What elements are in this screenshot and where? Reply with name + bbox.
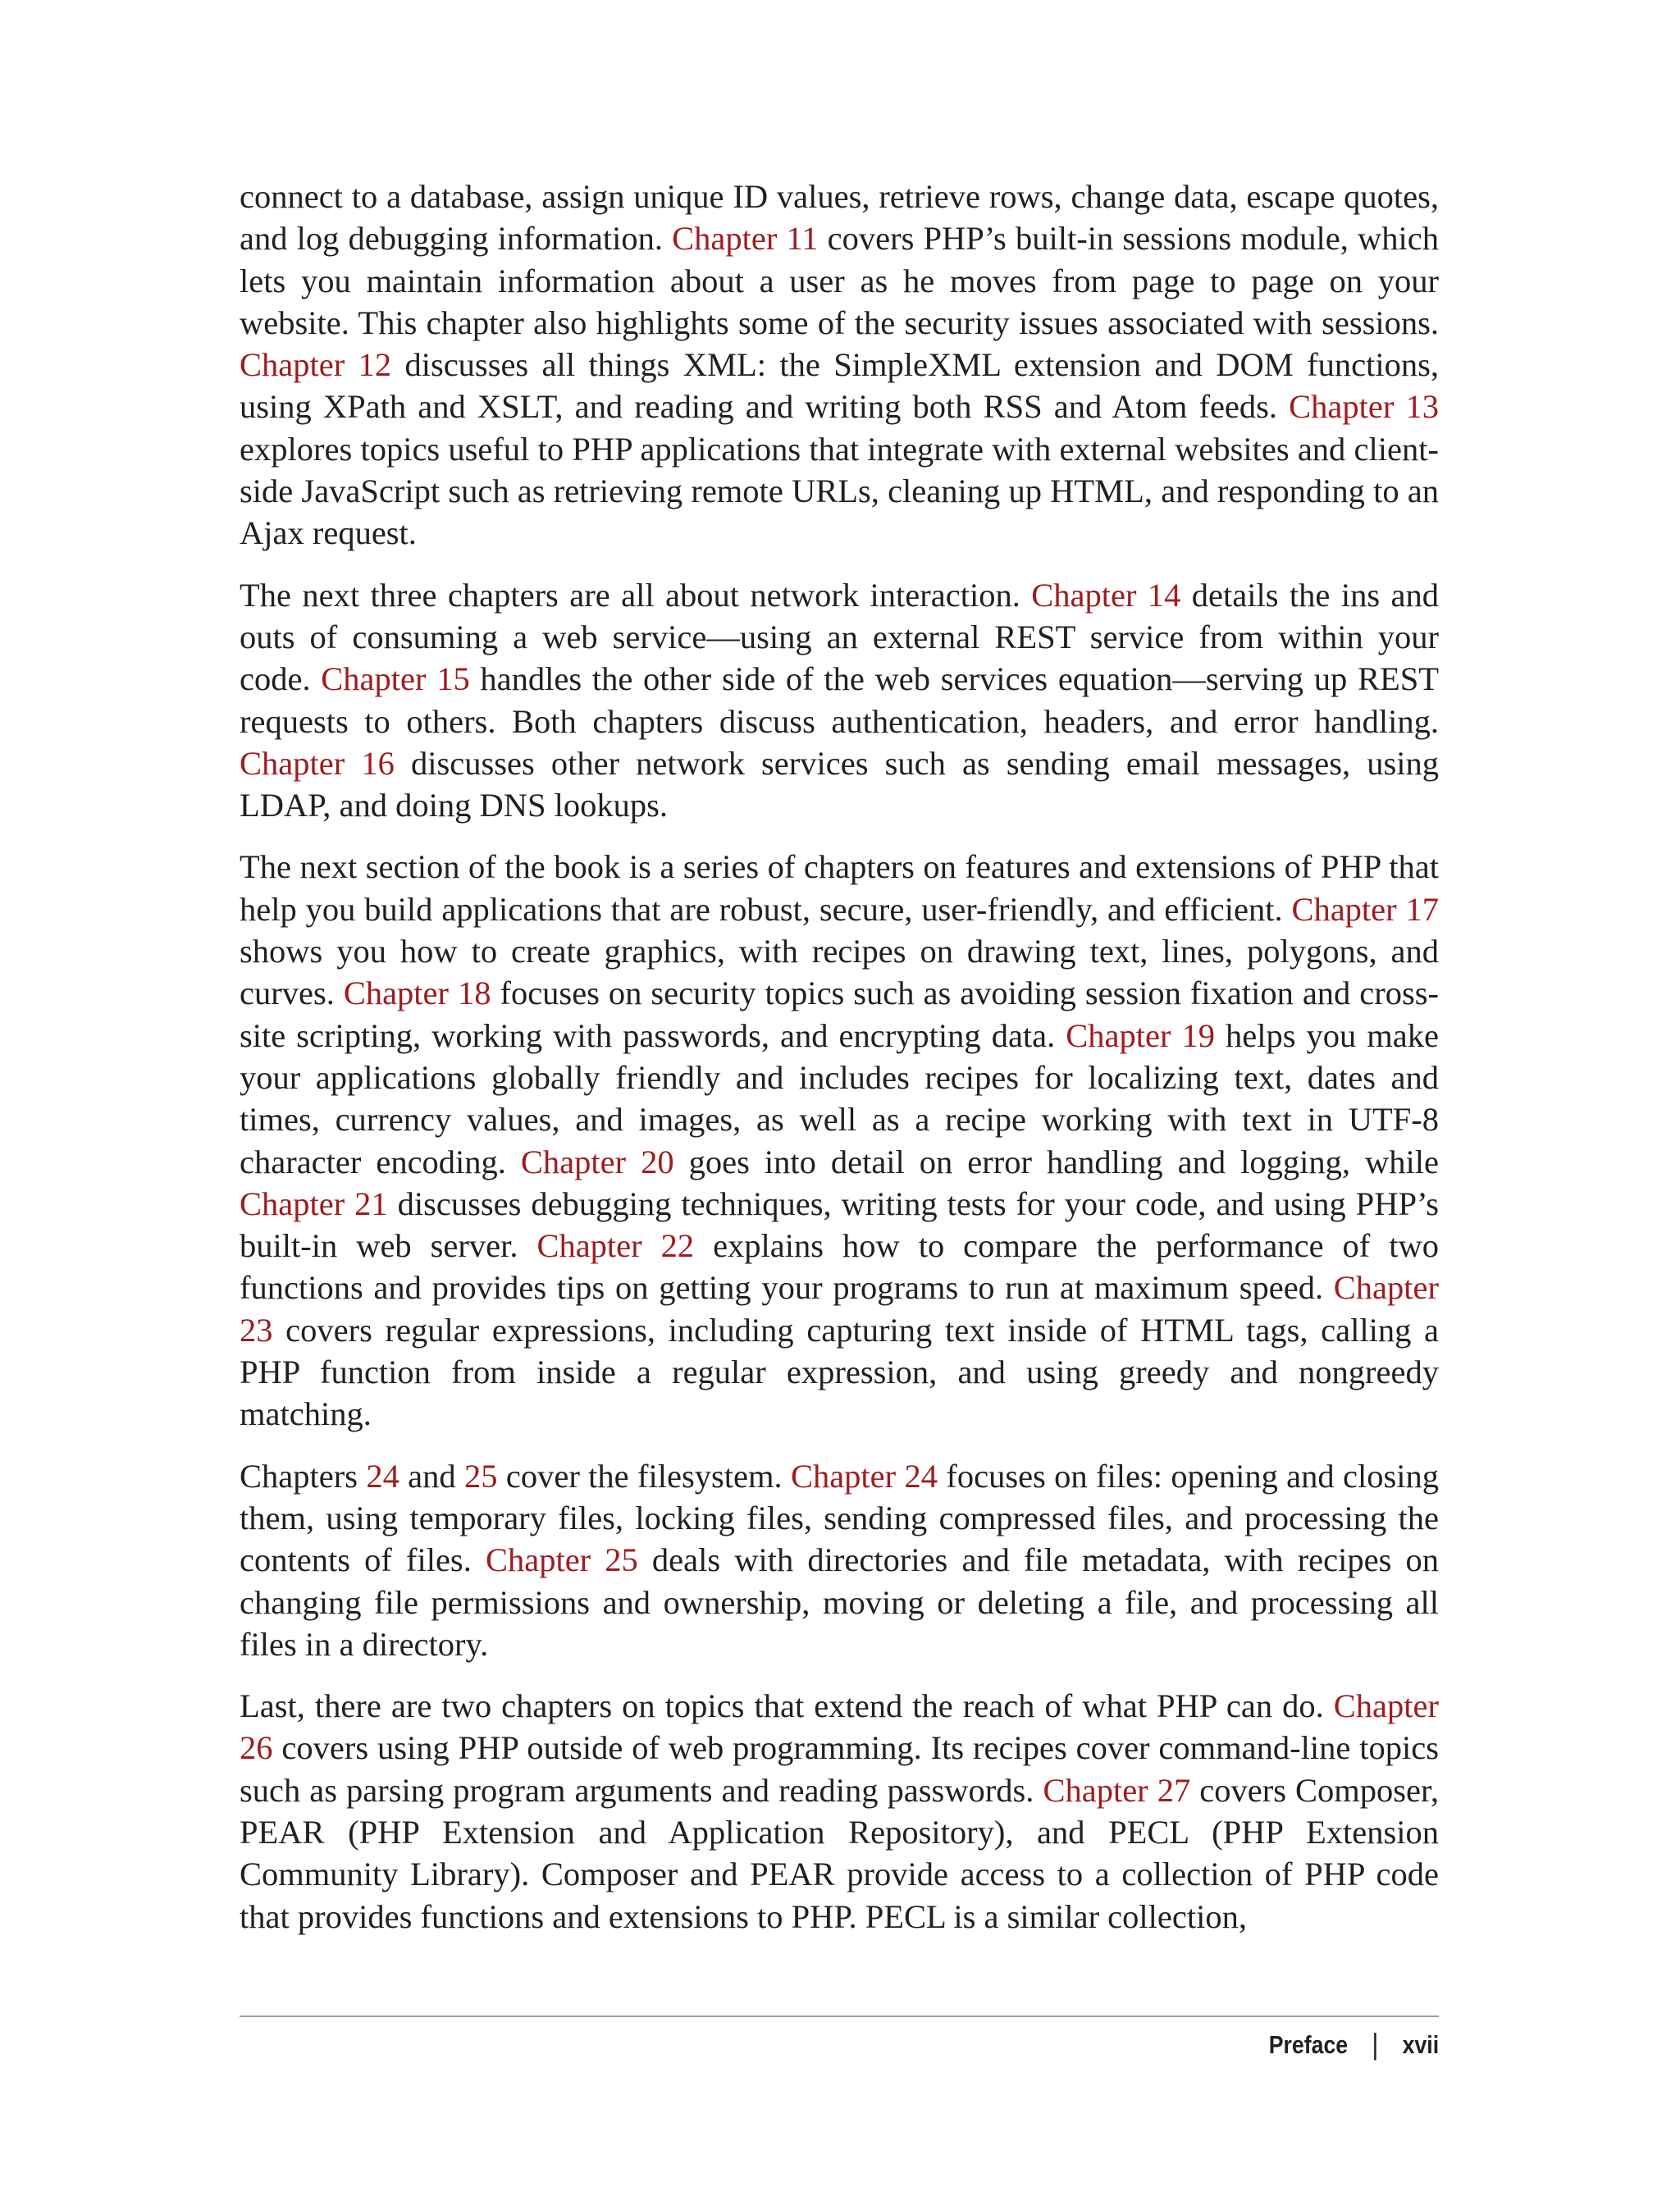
paragraph-text: The next three chapters are all about network interaction. xyxy=(240,576,1032,614)
paragraph-text: explores topics useful to PHP applications that integrate with external websites and client-side JavaScript such as retrieving remote URLs, cleaning up HTML, and responding to an Ajax request. xyxy=(240,430,1439,552)
paragraph-text: details the ins and outs of consuming a web service—using an external REST service from within your code. xyxy=(240,576,1439,698)
chapter-link[interactable]: Chapter 16 xyxy=(240,744,395,782)
paragraph-text: connect to a database, assign unique ID values, retrieve rows, change data, escape quotes, and log debugging information. xyxy=(240,178,1439,258)
chapter-link[interactable]: Chapter 14 xyxy=(1031,576,1181,614)
footer-section-title: Preface xyxy=(1268,2030,1348,2059)
chapter-link[interactable]: Chapter 22 xyxy=(536,1227,695,1265)
paragraph-text: goes into detail on error handling and logging, while xyxy=(673,1143,1439,1180)
chapter-link[interactable]: Chapter 26 xyxy=(240,1687,1439,1767)
chapter-link[interactable]: Chapter 13 xyxy=(1289,388,1439,426)
paragraph-text: covers using PHP outside of web programming. Its recipes cover command-line topics such as parsing program arguments and reading passwords. xyxy=(240,1729,1439,1809)
paragraph-text: Chapters xyxy=(240,1457,367,1495)
paragraph-text: discusses debugging techniques, writing tests for your code, and using PHP’s built-in web server. xyxy=(240,1185,1439,1265)
paragraph xyxy=(240,574,1439,827)
chapter-link[interactable]: 24 xyxy=(366,1457,399,1495)
paragraph-text: helps you make your applications globally friendly and includes recipes for localizing text, dates and times, currency values, and images, as well as a recipe working with text in UTF-8 character encoding. xyxy=(240,1016,1439,1180)
chapter-link[interactable]: Chapter 27 xyxy=(1043,1771,1191,1809)
paragraph xyxy=(240,1455,1439,1665)
page-footer xyxy=(1269,2028,1439,2062)
chapter-link[interactable]: Chapter 25 xyxy=(485,1541,638,1579)
paragraph-text: focuses on security topics such as avoiding session fixation and cross-site scripting, working with passwords, and encrypting data. xyxy=(240,975,1439,1054)
paragraph-text: covers regular expressions, including capturing text inside of HTML tags, calling a PHP function from inside a regular expression, and using greedy and nongreedy matching. xyxy=(240,1311,1439,1433)
paragraph-text: and xyxy=(399,1457,465,1495)
chapter-link[interactable]: Chapter 20 xyxy=(520,1143,674,1180)
paragraph-text: handles the other side of the web services equation—serving up REST requests to others. Both chapters discuss authentication, headers, and error handling. xyxy=(240,660,1439,740)
paragraph xyxy=(240,846,1439,1435)
chapter-link[interactable]: Chapter 12 xyxy=(240,346,392,384)
chapter-link[interactable]: Chapter 21 xyxy=(240,1185,388,1222)
chapter-link[interactable]: 25 xyxy=(464,1457,498,1495)
chapter-link[interactable]: Chapter 15 xyxy=(321,660,470,698)
paragraph-text: cover the filesystem. xyxy=(497,1457,791,1495)
paragraph xyxy=(240,176,1439,555)
paragraph-text: discusses other network services such as sending email messages, using LDAP, and doing DNS lookups. xyxy=(240,744,1439,824)
paragraph-text: covers PHP’s built-in sessions module, which lets you maintain information about a user as he moves from page to page on your website. This chapter also highlights some of the security issues associated with sessions. xyxy=(240,220,1440,341)
footer-rule xyxy=(240,2016,1439,2017)
page-body xyxy=(240,176,1439,1957)
chapter-link[interactable]: Chapter 19 xyxy=(1066,1016,1216,1054)
paragraph-text: discusses all things XML: the SimpleXML extension and DOM functions, using XPath and XSLT, and reading and writing both RSS and Atom feeds. xyxy=(240,346,1439,426)
paragraph-text: deals with directories and file metadata, with recipes on changing file permissions and ownership, moving or deleting a file, and processing all files in a directory. xyxy=(240,1541,1439,1663)
paragraph-text: Last, there are two chapters on topics that extend the reach of what PHP can do. xyxy=(240,1687,1334,1725)
chapter-link[interactable]: Chapter 17 xyxy=(1291,890,1439,928)
paragraph-text: covers Composer, PEAR (PHP Extension and Application Repository), and PECL (PHP Extension Community Library). Composer and PEAR provide access to a collection of PHP code that provides functions and extensions to PHP. PECL is a similar collection, xyxy=(240,1771,1439,1935)
paragraph-text: The next section of the book is a series of chapters on features and extensions of PHP that help you build applications that are robust, secure, user-friendly, and efficient. xyxy=(240,848,1439,928)
chapter-link[interactable]: Chapter 24 xyxy=(790,1457,938,1495)
paragraph-text: explains how to compare the performance of two functions and provides tips on getting your programs to run at maximum speed. xyxy=(240,1227,1440,1307)
chapter-link[interactable]: Chapter 11 xyxy=(672,220,819,258)
footer-page-number: xvii xyxy=(1402,2030,1439,2059)
paragraph xyxy=(240,1685,1439,1938)
chapter-link[interactable]: Chapter 18 xyxy=(343,975,491,1012)
chapter-link[interactable]: Chapter 23 xyxy=(240,1269,1439,1349)
paragraph-text: focuses on files: opening and closing them, using temporary files, locking files, sending compressed files, and processing the contents of files. xyxy=(240,1457,1439,1579)
footer-separator: | xyxy=(1372,2027,1379,2061)
paragraph-text: shows you how to create graphics, with recipes on drawing text, lines, polygons, and curves. xyxy=(240,933,1439,1012)
